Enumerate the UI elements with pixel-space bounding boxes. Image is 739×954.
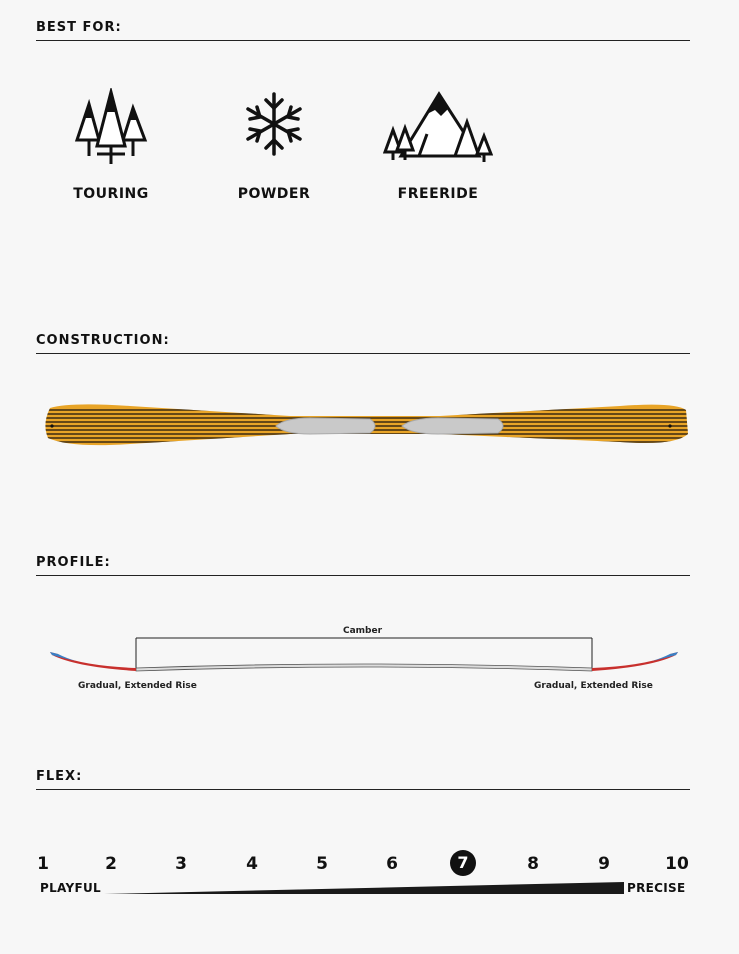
flex-value-5: 5 xyxy=(316,854,328,874)
rise-right-label: Gradual, Extended Rise xyxy=(534,681,653,691)
snowflake-icon xyxy=(232,88,316,168)
flex-value-1: 1 xyxy=(37,854,49,874)
camber-label: Camber xyxy=(343,626,383,636)
mountain-icon xyxy=(383,88,493,168)
ski-profile-diagram xyxy=(46,630,686,680)
powder-label: POWDER xyxy=(237,186,311,202)
flex-value-6: 6 xyxy=(386,854,398,874)
flex-value-3: 3 xyxy=(175,854,187,874)
flex-value-9: 9 xyxy=(598,854,610,874)
flex-heading: FLEX: xyxy=(36,769,690,790)
flex-value-10: 10 xyxy=(665,854,689,874)
ski-core-icon xyxy=(40,400,692,450)
flex-value-7-selected: 7 xyxy=(450,850,476,876)
best-for-touring xyxy=(56,88,166,202)
flex-value-4: 4 xyxy=(246,854,258,874)
best-for-heading: BEST FOR: xyxy=(36,20,690,41)
best-for-powder xyxy=(219,88,329,202)
profile-heading: PROFILE: xyxy=(36,555,690,576)
construction-heading: CONSTRUCTION: xyxy=(36,333,690,354)
flex-value-2: 2 xyxy=(105,854,117,874)
flex-min-label: PLAYFUL xyxy=(40,881,101,895)
touring-label: TOURING xyxy=(73,186,149,202)
flex-max-label: PRECISE xyxy=(627,881,686,895)
trees-icon xyxy=(69,88,153,168)
flex-value-8: 8 xyxy=(527,854,539,874)
flex-scale-wedge xyxy=(104,880,624,896)
freeride-label: FREERIDE xyxy=(397,186,479,202)
best-for-freeride xyxy=(383,88,493,202)
rise-left-label: Gradual, Extended Rise xyxy=(78,681,197,691)
